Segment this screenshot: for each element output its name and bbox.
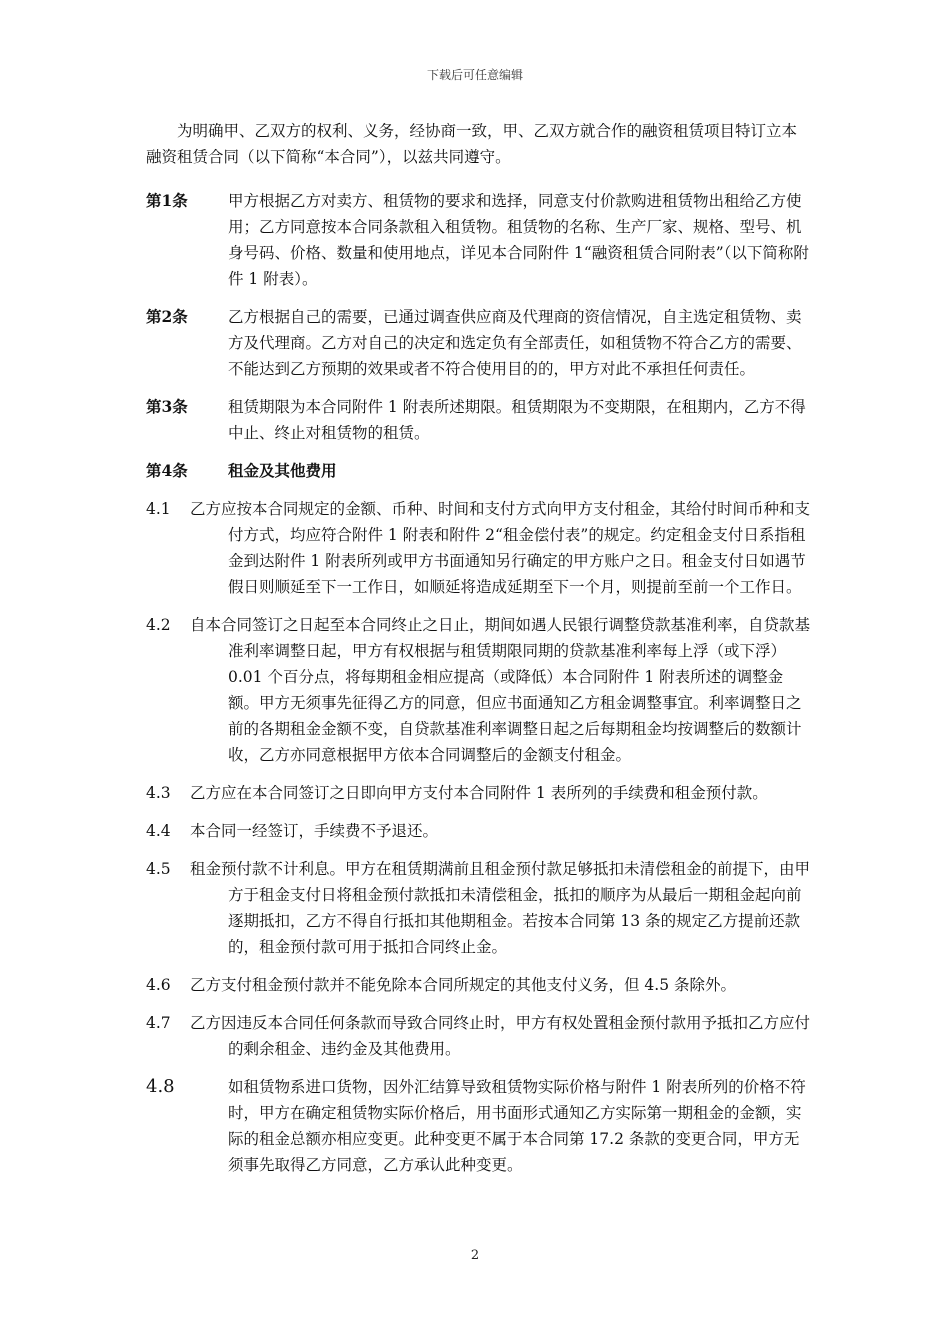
clause-4-1 (146, 496, 810, 600)
clause-4-7 (146, 1010, 810, 1062)
clause-4-5 (146, 856, 810, 960)
clause-4-3 (146, 780, 810, 806)
clause-number: 4.8 (146, 1076, 175, 1097)
article-number: 第4条 (146, 461, 188, 480)
clause-number: 4.6 (146, 976, 171, 994)
page-header: 下载后可任意编辑 (426, 68, 523, 82)
clause-4-4 (146, 818, 810, 844)
article-number: 第2条 (146, 307, 188, 326)
clause-number: 4.7 (146, 1014, 171, 1032)
clause-text: 如租赁物系进口货物，因外汇结算导致租赁物实际价格与附件 1 附表所列的价格不符时，甲方在确定租赁物实际价格后，用书面形式通知乙方实际第一期租金的金额，实际的租金总额亦相应变更。此种变更不属于本合同第 17.2 条款的变更合同，甲方无须事先取得乙方同意，乙方承认此种变更。 (228, 1078, 806, 1174)
clause-text: 本合同一经签订，手续费不予退还。 (190, 822, 439, 840)
clause-text: 乙方支付租金预付款并不能免除本合同所规定的其他支付义务，但 4.5 条除外。 (190, 976, 737, 994)
clause-number: 4.3 (146, 784, 171, 802)
article-3 (146, 394, 810, 446)
article-2 (146, 304, 810, 382)
clause-text: 乙方应按本合同规定的金额、币种、时间和支付方式向甲方支付租金，其给付时间币种和支付方式，均应符合附件 1 附表和附件 2“租金偿付表”的规定。约定租金支付日系指租金到达附件 1 附表所列或甲方书面通知另行确定的甲方账户之日。租金支付日如遇节假日则顺延至下一工作日，如顺延将造成延期至下一个月，则提前至前一个工作日。 (190, 500, 811, 596)
clause-4-8 (146, 1074, 810, 1178)
article-text: 乙方根据自己的需要，已通过调查供应商及代理商的资信情况，自主选定租赁物、卖方及代理商。乙方对自己的决定和选定负有全部责任，如租赁物不符合乙方的需要、不能达到乙方预期的效果或者不符合使用目的的，甲方对此不承担任何责任。 (228, 308, 802, 378)
clause-text: 乙方因违反本合同任何条款而导致合同终止时，甲方有权处置租金预付款用予抵扣乙方应付的剩余租金、违约金及其他费用。 (190, 1014, 811, 1058)
article-text: 租赁期限为本合同附件 1 附表所述期限。租赁期限为不变期限，在租期内，乙方不得中止、终止对租赁物的租赁。 (228, 398, 806, 442)
page-number: 2 (470, 1248, 480, 1263)
clause-number: 4.2 (146, 616, 171, 634)
document-body (146, 118, 810, 1190)
clause-number: 4.4 (146, 822, 171, 840)
article-text: 甲方根据乙方对卖方、租赁物的要求和选择，同意支付价款购进租赁物出租给乙方使用；乙方同意按本合同条款租入租赁物。租赁物的名称、生产厂家、规格、型号、机身号码、价格、数量和使用地点，详见本合同附件 1“融资租赁合同附表”（以下简称附件 1 附表）。 (228, 192, 809, 288)
clause-number: 4.1 (146, 500, 171, 518)
clause-text: 乙方应在本合同签订之日即向甲方支付本合同附件 1 表所列的手续费和租金预付款。 (190, 784, 768, 802)
article-number: 第3条 (146, 397, 188, 416)
clause-4-6 (146, 972, 810, 998)
clause-4-2 (146, 612, 810, 768)
article-number: 第1条 (146, 191, 188, 210)
clause-number: 4.5 (146, 860, 171, 878)
intro-paragraph: 为明确甲、乙双方的权利、义务，经协商一致，甲、乙双方就合作的融资租赁项目特订立本融资租赁合同（以下简称“本合同”），以兹共同遵守。 (146, 122, 798, 166)
clause-text: 自本合同签订之日起至本合同终止之日止，期间如遇人民银行调整贷款基准利率，自贷款基准利率调整日起，甲方有权根据与租赁期限同期的贷款基准利率每上浮（或下浮）0.01 个百分点，将每期租金相应提高（或降低）本合同附件 1 附表所述的调整金额。甲方无须事先征得乙方的同意，但应书面通知乙方租金调整事宜。利率调整日之前的各期租金金额不变，自贷款基准利率调整日起之后每期租金均按调整后的数额计收，乙方亦同意根据甲方依本合同调整后的金额支付租金。 (190, 616, 811, 764)
clause-text: 租金预付款不计利息。甲方在租赁期满前且租金预付款足够抵扣未清偿租金的前提下，由甲方于租金支付日将租金预付款抵扣未清偿租金，抵扣的顺序为从最后一期租金起向前逐期抵扣，乙方不得自行抵扣其他期租金。若按本合同第 13 条的规定乙方提前还款的，租金预付款可用于抵扣合同终止金。 (190, 860, 811, 956)
article-4 (146, 458, 810, 484)
article-heading: 租金及其他费用 (228, 461, 337, 480)
article-1 (146, 188, 810, 292)
